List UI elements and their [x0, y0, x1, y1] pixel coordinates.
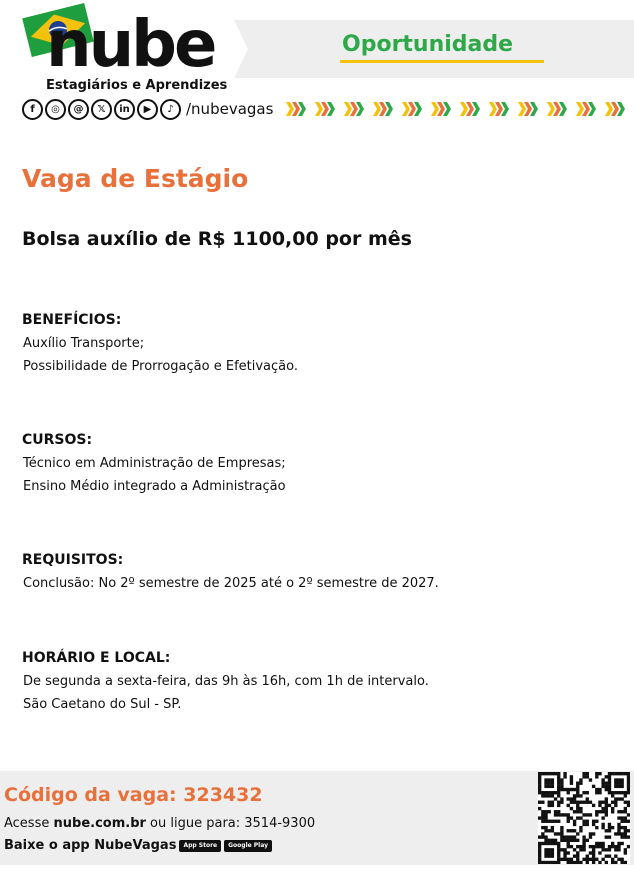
social-handle[interactable]: /nubevagas — [186, 100, 274, 118]
logo-subtitle: Estagiários e Aprendizes — [46, 78, 228, 93]
chevron-stripe-decoration — [286, 102, 634, 116]
opportunity-badge: Oportunidade — [342, 32, 514, 57]
benefits-heading: BENEFÍCIOS: — [22, 312, 122, 328]
contact-line — [4, 816, 315, 831]
nube-logo — [22, 6, 228, 98]
app-download-label: Baixe o app NubeVagas — [4, 838, 177, 853]
benefits-item: Possibilidade de Prorrogação e Efetivação. — [23, 359, 298, 374]
requirements-item: Conclusão: No 2º semestre de 2025 até o 2º semestre de 2027. — [23, 576, 439, 591]
linkedin-icon[interactable]: in — [114, 99, 135, 120]
requirements-heading: REQUISITOS: — [22, 552, 124, 568]
courses-item: Técnico em Administração de Empresas; — [23, 456, 286, 471]
qr-code-icon[interactable] — [538, 772, 630, 864]
youtube-icon[interactable]: ▶ — [137, 99, 158, 120]
contact-phone: ou ligue para: 3514-9300 — [145, 816, 316, 831]
contact-prefix: Acesse — [4, 816, 54, 831]
facebook-icon[interactable]: f — [22, 99, 43, 120]
location-item: São Caetano do Sul - SP. — [23, 697, 182, 712]
tiktok-icon[interactable]: ♪ — [160, 99, 181, 120]
site-link[interactable]: nube.com.br — [53, 816, 146, 831]
schedule-item: De segunda a sexta-feira, das 9h às 16h, com 1h de intervalo. — [23, 674, 429, 689]
job-code: Código da vaga: 323432 — [4, 784, 263, 806]
logo-wordmark: nube — [46, 8, 215, 82]
threads-icon[interactable]: @ — [68, 99, 89, 120]
badge-underline — [340, 60, 544, 63]
google-play-button[interactable]: Google Play — [224, 840, 272, 852]
social-bar — [22, 98, 273, 120]
x-icon[interactable]: 𝕏 — [91, 99, 112, 120]
benefits-item: Auxílio Transporte; — [23, 336, 145, 351]
app-store-button[interactable]: App Store — [179, 840, 221, 852]
courses-heading: CURSOS: — [22, 432, 93, 448]
job-title: Vaga de Estágio — [22, 164, 249, 193]
app-download-line — [4, 838, 272, 853]
stipend-text: Bolsa auxílio de R$ 1100,00 por mês — [22, 228, 412, 250]
courses-item: Ensino Médio integrado a Administração — [23, 479, 286, 494]
schedule-heading: HORÁRIO E LOCAL: — [22, 650, 171, 666]
instagram-icon[interactable]: ◎ — [45, 99, 66, 120]
